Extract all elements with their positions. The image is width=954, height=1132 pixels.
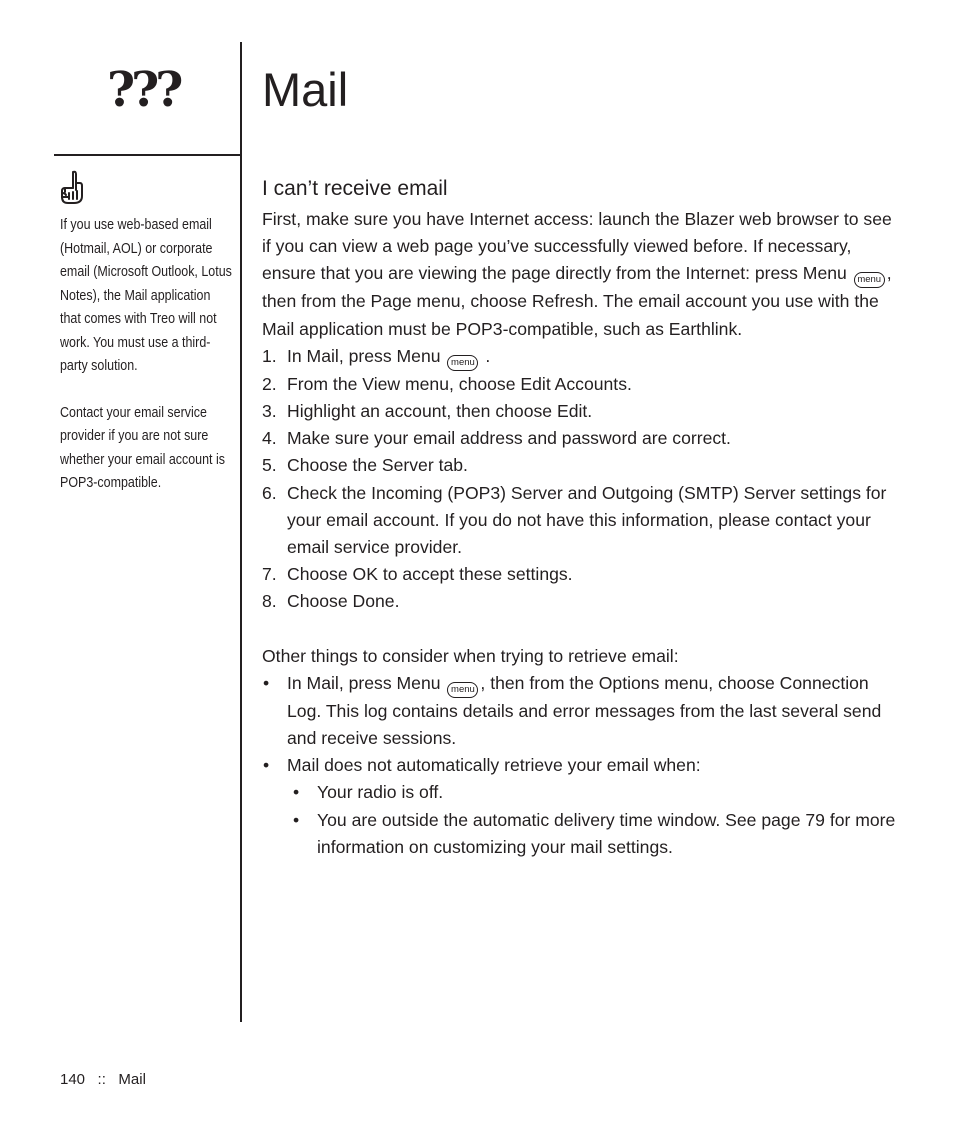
step-number: 2. [262, 373, 277, 394]
step-text: Check the Incoming (POP3) Server and Outgoing (SMTP) Server settings for your email account. If you do not have this information, please contact your email service provider. [287, 482, 887, 558]
menu-key-icon: menu [854, 272, 885, 288]
chapter-name: Mail [118, 1071, 146, 1088]
step-number: 1. [262, 345, 277, 366]
step-text: Make sure your email address and password are correct. [287, 428, 731, 449]
step-text: Highlight an account, then choose Edit. [287, 401, 593, 422]
list-item [292, 779, 902, 806]
list-item [292, 807, 902, 861]
sidebar-note: If you use web-based email (Hotmail, AOL) or corporate email (Microsoft Outlook, Lotus Notes), the Mail application that comes with Treo will not work. You must use a third-party solution. [60, 217, 232, 374]
list-item [262, 561, 902, 588]
step-number: 5. [262, 455, 277, 476]
step-number: 6. [262, 482, 277, 503]
step-number: 3. [262, 401, 277, 422]
main-content [262, 175, 902, 861]
step-number: 8. [262, 591, 277, 612]
sub-bullet-text: Your radio is off. [317, 782, 444, 803]
step-text: Choose the Server tab. [287, 455, 468, 476]
bullet-list [262, 670, 902, 861]
step-text: . [485, 345, 491, 366]
step-number: 7. [262, 564, 277, 585]
intro-text: , then from the Page menu, choose Refresh. The email account you use with the Mail application must be POP3-compatible, such as Earthlink. [262, 263, 892, 339]
pointing-hand-icon [58, 169, 84, 207]
bullet-marker: • [293, 782, 300, 803]
page-title: Mail [262, 63, 349, 116]
list-item [262, 398, 902, 425]
list-item [262, 752, 902, 861]
intro-paragraph [262, 206, 902, 343]
other-intro: Other things to consider when trying to retrieve email: [262, 645, 679, 666]
question-marks-glyph: ??? [107, 62, 180, 118]
step-text: Choose Done. [287, 591, 400, 612]
bullet-marker: • [263, 755, 270, 776]
step-number: 4. [262, 428, 277, 449]
page-footer [60, 1069, 146, 1091]
steps-list [262, 343, 902, 616]
bullet-text: Mail does not automatically retrieve your email when: [287, 755, 701, 776]
sidebar-divider [54, 154, 242, 156]
menu-key-icon: menu [447, 355, 478, 371]
intro-text: First, make sure you have Internet access: launch the Blazer web browser to see if you can view a web page you’ve successfully viewed before. If necessary, ensure that you are viewing the page directly from the Internet: press Menu [262, 209, 892, 284]
list-item [262, 670, 902, 752]
footer-separator: :: [97, 1071, 106, 1088]
list-item [262, 371, 902, 398]
bullet-text: In Mail, press Menu [287, 672, 441, 693]
bullet-text: , then from the Options menu, choose Connection Log. This log contains details and error messages from the last several send and receive sessions. [287, 672, 882, 749]
list-item [262, 343, 902, 371]
sidebar-note: Contact your email service provider if you are not sure whether your email account is POP3-compatible. [60, 404, 225, 491]
sidebar-notes [60, 214, 232, 519]
vertical-divider [240, 42, 242, 1022]
list-item [262, 480, 902, 562]
spacer [262, 616, 902, 643]
bullet-marker: • [293, 809, 300, 830]
sub-bullet-text: You are outside the automatic delivery time window. See page 79 for more information on customizing your mail settings. [317, 809, 896, 857]
list-item [262, 452, 902, 479]
list-item [262, 588, 902, 615]
step-text: In Mail, press Menu [287, 345, 441, 366]
step-text: From the View menu, choose Edit Accounts. [287, 373, 632, 394]
list-item [262, 425, 902, 452]
sub-bullet-list [292, 779, 902, 861]
menu-key-icon: menu [447, 682, 478, 698]
page-number: 140 [60, 1071, 86, 1088]
bullet-marker: • [263, 672, 270, 693]
step-text: Choose OK to accept these settings. [287, 564, 573, 585]
section-heading: I can’t receive email [262, 177, 448, 200]
